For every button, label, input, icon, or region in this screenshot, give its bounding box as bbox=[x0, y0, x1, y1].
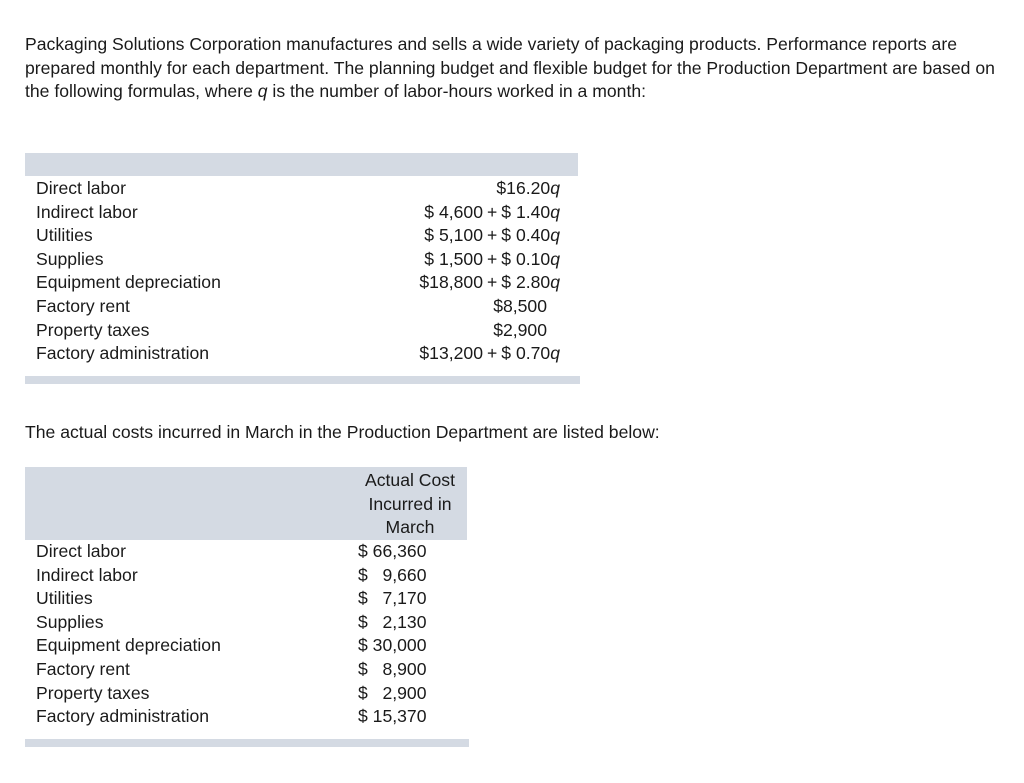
intro-paragraph bbox=[25, 33, 1000, 104]
formula-q: q bbox=[550, 343, 560, 364]
formula-table-labels bbox=[36, 177, 221, 366]
formula-fixed: $ 1,500 bbox=[424, 248, 483, 269]
formula-variable: $ 0.70 bbox=[501, 343, 551, 364]
actual-value: $ 2,900 bbox=[358, 682, 427, 703]
actual-value: $ 2,130 bbox=[358, 611, 427, 632]
formula-q: q bbox=[550, 178, 560, 198]
actual-value: $ 66,360 bbox=[358, 541, 427, 561]
formula-variable: $ 0.40 bbox=[501, 225, 551, 246]
actual-label: Equipment depreciation bbox=[36, 635, 221, 656]
formula-variable: $ 2.80 bbox=[501, 272, 551, 293]
formula-fixed: $13,200 bbox=[419, 343, 483, 364]
actual-table-labels bbox=[36, 540, 221, 729]
formula-label: Utilities bbox=[36, 225, 93, 246]
actual-value: $ 7,170 bbox=[358, 588, 427, 609]
formula-variable: $2,900 bbox=[493, 319, 547, 340]
actual-label: Property taxes bbox=[36, 682, 150, 703]
formula-plus: + bbox=[487, 201, 498, 222]
actual-label: Indirect labor bbox=[36, 564, 138, 585]
formula-variable: $ 1.40 bbox=[501, 201, 551, 222]
actual-label: Factory administration bbox=[36, 706, 210, 727]
formula-plus: + bbox=[487, 225, 498, 246]
formula-variable: $8,500 bbox=[493, 295, 547, 316]
intro-q-variable: q bbox=[257, 81, 268, 101]
formula-q: q bbox=[550, 225, 560, 246]
actual-label: Factory rent bbox=[36, 658, 130, 679]
actual-costs-caption: The actual costs incurred in March in the Production Department are listed below: bbox=[25, 422, 660, 442]
actual-label: Direct labor bbox=[36, 541, 126, 561]
formula-label: Supplies bbox=[36, 248, 104, 269]
formula-value bbox=[372, 295, 560, 319]
actual-label: Utilities bbox=[36, 588, 93, 609]
formula-table-values bbox=[372, 177, 560, 366]
actual-value: $ 15,370 bbox=[358, 706, 427, 727]
actual-value: $ 30,000 bbox=[358, 635, 427, 656]
formula-label: Factory rent bbox=[36, 295, 130, 316]
formula-plus: + bbox=[487, 272, 498, 293]
formula-table-bottom-rule bbox=[25, 376, 580, 384]
formula-fixed: $ 4,600 bbox=[424, 201, 483, 222]
formula-value bbox=[372, 248, 560, 272]
formula-label: Property taxes bbox=[36, 319, 150, 340]
formula-variable: $ 0.10 bbox=[501, 248, 551, 269]
formula-value bbox=[372, 201, 560, 225]
formula-value bbox=[372, 224, 560, 248]
formula-plus: + bbox=[487, 248, 498, 269]
formula-table-header-band bbox=[25, 153, 578, 176]
intro-text-part1: Packaging Solutions Corporation manufactures and sells a wide variety of packaging products. Performance reports are prepared monthly for each department. The planning budget and flexible budget for the Production Department are based on the following formulas, where bbox=[25, 34, 995, 101]
actual-label: Supplies bbox=[36, 611, 104, 632]
formula-label: Factory administration bbox=[36, 343, 210, 364]
formula-value bbox=[372, 319, 560, 343]
formula-q: q bbox=[550, 201, 560, 222]
formula-q: q bbox=[550, 248, 560, 269]
actual-cost-column-header: Actual Cost Incurred in March bbox=[354, 469, 466, 540]
formula-value bbox=[372, 177, 560, 201]
actual-table-values bbox=[358, 540, 427, 729]
formula-variable: $16.20 bbox=[496, 178, 551, 198]
formula-label: Indirect labor bbox=[36, 201, 138, 222]
actual-value: $ 9,660 bbox=[358, 564, 427, 585]
actual-table-bottom-rule bbox=[25, 739, 469, 747]
formula-plus: + bbox=[487, 343, 498, 364]
formula-value bbox=[372, 271, 560, 295]
formula-label: Equipment depreciation bbox=[36, 272, 221, 293]
actual-value: $ 8,900 bbox=[358, 658, 427, 679]
formula-value bbox=[372, 342, 560, 366]
formula-label: Direct labor bbox=[36, 178, 126, 198]
formula-q: q bbox=[550, 272, 560, 293]
formula-fixed: $ 5,100 bbox=[424, 225, 483, 246]
intro-text-part2: is the number of labor-hours worked in a month: bbox=[267, 81, 647, 101]
formula-fixed: $18,800 bbox=[419, 272, 483, 293]
